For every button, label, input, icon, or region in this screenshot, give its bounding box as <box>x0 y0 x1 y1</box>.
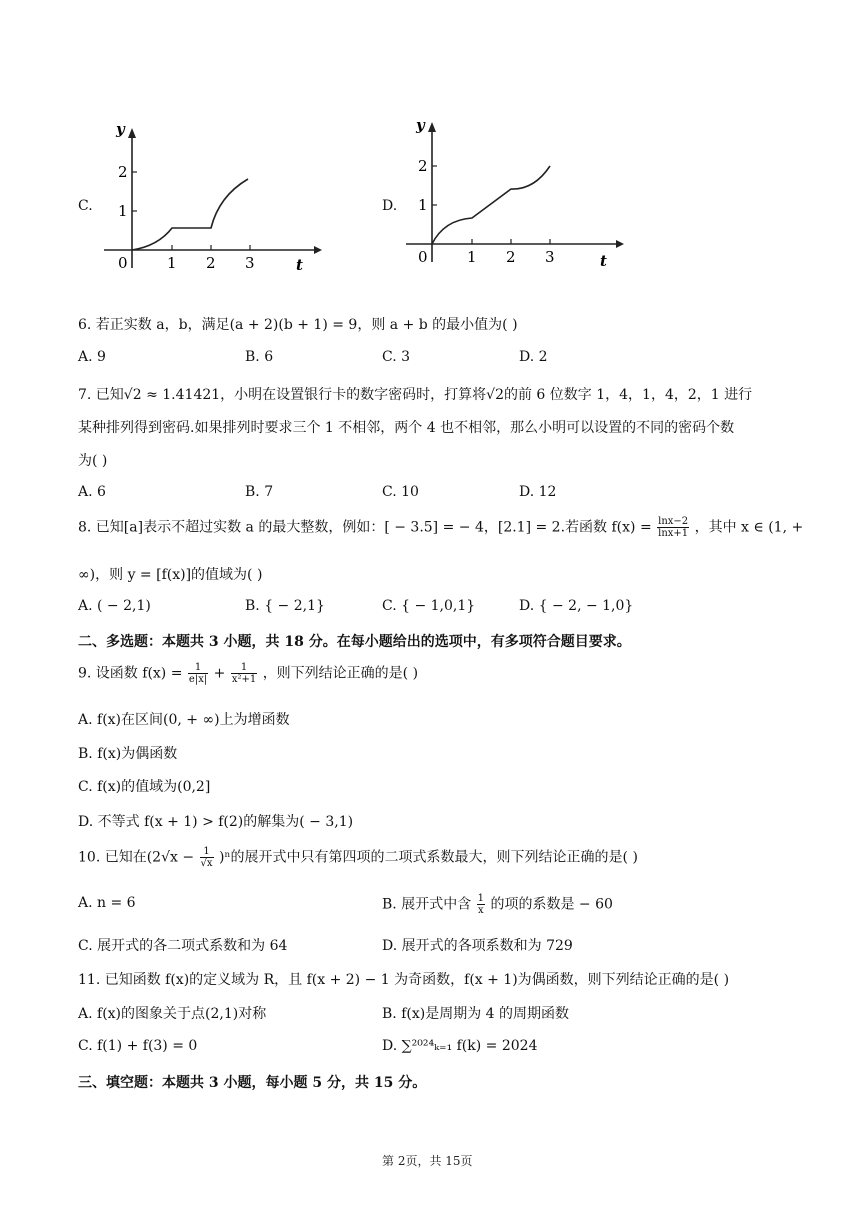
graph-c-curve <box>132 179 248 250</box>
q10-option-b-fraction <box>477 893 485 916</box>
q10-option-b-start: B. 展开式中含 <box>382 896 472 913</box>
q6-option-c: C. 3 <box>382 349 411 365</box>
q10-optb-frac-num: 1 <box>477 893 485 904</box>
q10-stem-start: 10. 已知在(2√x − <box>78 849 195 866</box>
q8-option-b: B. { − 2,1} <box>245 598 325 614</box>
q11-option-b: B. f(x)是周期为 4 的周期函数 <box>382 1006 569 1022</box>
graph-c-origin: 0 <box>118 254 128 272</box>
q9-option-b: B. f(x)为偶函数 <box>78 746 178 762</box>
q9-fraction-2 <box>231 662 257 685</box>
graph-c-y-label: y <box>116 120 125 138</box>
q8-line-1-start: 8. 已知[a]表示不超过实数 a 的最大整数，例如：[ − 3.5] = − 4，[2.1] = 2.若函数 f(x) = <box>78 519 652 536</box>
section-2-heading: 二、多选题：本题共 3 小题，共 18 分。在每小题给出的选项中，有多项符合题目要求。 <box>78 634 631 650</box>
q7-line-1: 7. 已知√2 ≈ 1.41421，小明在设置银行卡的数字密码时，打算将√2的前 6 位数字 1，4，1，4，2，1 进行 <box>78 387 753 403</box>
graph-d-y-label: y <box>416 116 425 134</box>
graph-c <box>96 118 326 278</box>
q10-option-c: C. 展开式的各二项式系数和为 64 <box>78 938 288 954</box>
graph-d-curve <box>432 166 550 244</box>
q10-optb-frac-den: x <box>478 905 484 916</box>
q9-stem-start: 9. 设函数 f(x) = <box>78 665 183 682</box>
q10-stem-end: )ⁿ的展开式中只有第四项的二项式系数最大，则下列结论正确的是( ) <box>219 849 638 866</box>
graph-d-origin: 0 <box>418 248 428 266</box>
q10-option-b <box>382 893 613 916</box>
graph-c-tick-x-1: 1 <box>167 254 177 272</box>
q9-fraction-1 <box>188 662 208 685</box>
q10-fraction <box>200 846 214 869</box>
q10-option-b-end: 的项的系数是 − 60 <box>490 896 613 913</box>
q6-option-a: A. 9 <box>78 349 106 365</box>
q7-line-3: 为( ) <box>78 453 108 469</box>
q8-fraction <box>657 516 689 539</box>
q11-option-c: C. f(1) + f(3) = 0 <box>78 1038 198 1054</box>
q6-option-d: D. 2 <box>519 349 548 365</box>
graph-d-tick-x-1: 1 <box>467 248 477 266</box>
q7-line-2: 某种排列得到密码.如果排列时要求三个 1 不相邻，两个 4 也不相邻，那么小明可以设置的不同的密码个数 <box>78 420 735 436</box>
q8-line-1-end: ，其中 x ∈ (1, + <box>694 519 804 536</box>
graph-c-tick-y-1: 1 <box>118 202 128 220</box>
q8-option-d: D. { − 2, − 1,0} <box>519 598 634 614</box>
q11-stem: 11. 已知函数 f(x)的定义域为 R，且 f(x + 2) − 1 为奇函数，f(x + 1)为偶函数，则下列结论正确的是( ) <box>78 972 730 988</box>
graph-d-tick-x-2: 2 <box>506 248 516 266</box>
q9-frac2-den: x²+1 <box>231 674 257 685</box>
q10-frac-num: 1 <box>200 846 214 858</box>
q8-option-a: A. ( − 2,1) <box>78 598 151 614</box>
q11-option-a: A. f(x)的图象关于点(2,1)对称 <box>78 1006 267 1022</box>
q7-option-a: A. 6 <box>78 484 106 500</box>
q10-frac-den: √x <box>200 858 213 869</box>
q9-option-a: A. f(x)在区间(0, + ∞)上为增函数 <box>78 712 290 728</box>
q9-plus: + <box>213 665 226 682</box>
section-3-heading: 三、填空题：本题共 3 小题，每小题 5 分，共 15 分。 <box>78 1075 427 1091</box>
q9-stem <box>78 662 418 685</box>
graph-c-tick-y-2: 2 <box>118 163 128 181</box>
option-c-label: C. <box>78 198 93 214</box>
graph-d-t-arrow <box>616 240 624 248</box>
q7-option-c: C. 10 <box>382 484 419 500</box>
graph-d-tick-y-1: 1 <box>418 196 428 214</box>
q6-option-b: B. 6 <box>245 349 274 365</box>
q6-stem: 6. 若正实数 a，b，满足(a + 2)(b + 1) = 9，则 a + b 的最小值为( ) <box>78 317 518 333</box>
q9-frac2-num: 1 <box>231 662 257 674</box>
graph-d-tick-x-3: 3 <box>545 248 555 266</box>
q8-frac-num: lnx−2 <box>658 516 689 527</box>
graph-c-y-arrow <box>128 128 136 138</box>
q11-option-d: D. ∑²⁰²⁴ₖ₌₁ f(k) = 2024 <box>382 1038 538 1054</box>
graph-c-tick-x-3: 3 <box>245 254 255 272</box>
graph-c-tick-x-2: 2 <box>206 254 216 272</box>
q10-option-d: D. 展开式的各项系数和为 729 <box>382 938 573 954</box>
q7-option-b: B. 7 <box>245 484 274 500</box>
option-d-label: D. <box>382 198 398 214</box>
q9-stem-end: ，则下列结论正确的是( ) <box>262 665 419 682</box>
q8-frac-den: lnx+1 <box>658 528 689 539</box>
graph-d <box>398 112 628 272</box>
graph-c-t-arrow <box>314 246 322 254</box>
graph-d-t-label: t <box>600 252 607 270</box>
q10-option-a: A. n = 6 <box>78 895 136 911</box>
q8-line-2: ∞)，则 y = [f(x)]的值域为( ) <box>78 567 263 583</box>
q10-stem <box>78 846 638 869</box>
graph-d-y-arrow <box>428 122 436 132</box>
page-footer: 第 2页，共 15页 <box>382 1154 473 1168</box>
graph-d-tick-y-2: 2 <box>418 157 428 175</box>
q8-line-1 <box>78 516 803 539</box>
graph-c-t-label: t <box>296 256 303 274</box>
q9-frac1-den: e|x| <box>188 674 208 685</box>
q9-option-c: C. f(x)的值域为(0,2] <box>78 779 211 795</box>
q9-frac1-num: 1 <box>188 662 208 674</box>
q7-option-d: D. 12 <box>519 484 557 500</box>
q9-option-d: D. 不等式 f(x + 1) > f(2)的解集为( − 3,1) <box>78 814 354 830</box>
q8-option-c: C. { − 1,0,1} <box>382 598 476 614</box>
